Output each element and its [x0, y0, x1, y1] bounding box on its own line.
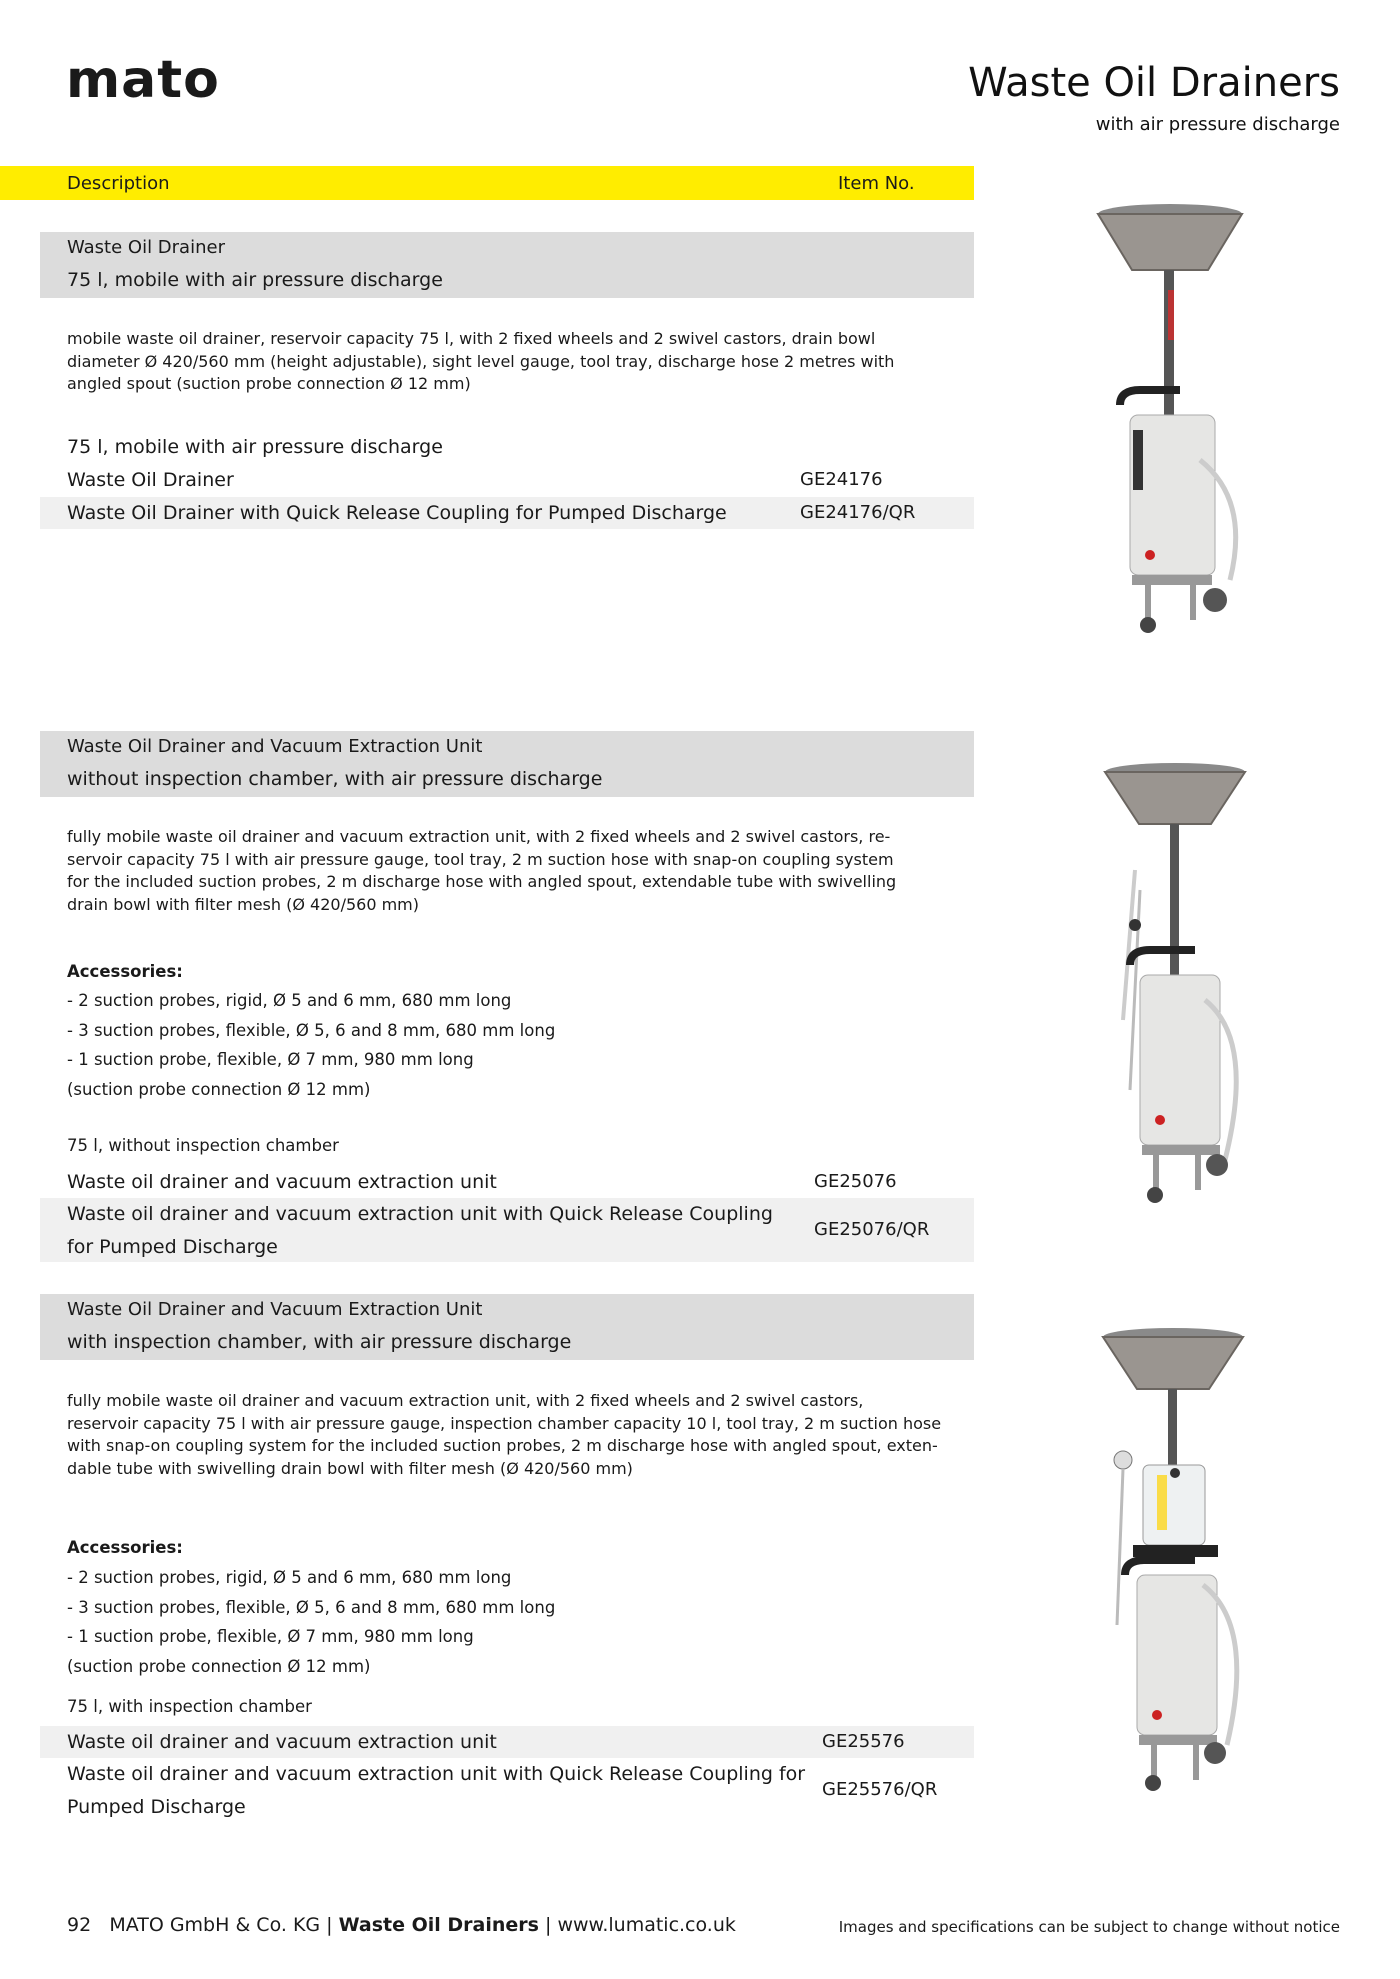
section-3-description: fully mobile waste oil drainer and vacuum extraction unit, with 2 fixed wheels and 2 swivel castors, reservoir capacity 75 l with air pressure gauge, inspection chamber capacity 10 l, tool tray, 2 m suction hose with snap-on coupling system for the included suction probes, 2 m discharge hose with angled spout, exten- dable tube with swivelling drain bowl with filter mesh (Ø 420/560 mm) — [67, 1391, 942, 1478]
footer-section: Waste Oil Drainers — [338, 1914, 539, 1936]
section-1-title: Waste Oil Drainer — [67, 237, 225, 258]
section-1-description: mobile waste oil drainer, reservoir capacity 75 l, with 2 fixed wheels and 2 swivel castors, drain bowl diameter Ø 420/560 mm (height adjustable), sight level gauge, tool tray, discharge hose 2 metres with angled spout (suction probe connection Ø 12 mm) — [67, 329, 895, 393]
table-row: Waste oil drainer and vacuum extraction unit with Quick Release Coupling for Pumped Discharge GE25076/QR — [40, 1198, 974, 1262]
item-code: GE25076 — [814, 1171, 897, 1192]
section-1-subtitle: 75 l, mobile with air pressure discharge — [67, 269, 443, 291]
section-2-description: fully mobile waste oil drainer and vacuum extraction unit, with 2 fixed wheels and 2 swivel castors, re- servoir capacity 75 l with air pressure gauge, tool tray, 2 m suction hose with snap-on coupling system for the included suction probes, 2 m discharge hose with angled spout, extendable tube with swivelling drain bowl with filter mesh (Ø 420/560 mm) — [67, 827, 897, 914]
section-3-subtitle: with inspection chamber, with air pressure discharge — [67, 1331, 572, 1353]
section-1-variant-label: 75 l, mobile with air pressure discharge — [67, 436, 443, 458]
item-code: GE25576 — [822, 1731, 905, 1752]
item-code: GE25076/QR — [814, 1219, 930, 1240]
section-3-title: Waste Oil Drainer and Vacuum Extraction Unit — [67, 1299, 483, 1320]
section-3-variant-label: 75 l, with inspection chamber — [67, 1697, 312, 1716]
page-subtitle: with air pressure discharge — [1095, 114, 1340, 135]
section-2-header — [40, 731, 974, 797]
table-row: Waste oil drainer and vacuum extraction unit GE25576 — [40, 1726, 974, 1758]
section-2-subtitle: without inspection chamber, with air pressure discharge — [67, 768, 603, 790]
brand-logo: mato — [66, 50, 220, 110]
footer-company: MATO GmbH & Co. KG | — [109, 1914, 333, 1936]
section-2-accessories: - 2 suction probes, rigid, Ø 5 and 6 mm, 680 mm long - 3 suction probes, flexible, Ø 5, 6 and 8 mm, 680 mm long - 1 suction probe, flexible, Ø 7 mm, 980 mm long (suction probe connection Ø 12 mm) — [67, 991, 556, 1099]
table-row: Waste Oil Drainer with Quick Release Coupling for Pumped Discharge GE24176/QR — [40, 497, 974, 529]
footer-notice: Images and specifications can be subject to change without notice — [838, 1918, 1340, 1936]
footer — [67, 1914, 736, 1936]
item-code: GE25576/QR — [822, 1779, 938, 1800]
section-2-variant-label: 75 l, without inspection chamber — [67, 1136, 339, 1155]
table-row: Waste Oil Drainer GE24176 — [67, 469, 883, 491]
section-3-accessories: - 2 suction probes, rigid, Ø 5 and 6 mm, 680 mm long - 3 suction probes, flexible, Ø 5, 6 and 8 mm, 680 mm long - 1 suction probe, flexible, Ø 7 mm, 980 mm long (suction probe connection Ø 12 mm) — [67, 1568, 556, 1676]
section-2-accessories-title: Accessories: — [67, 962, 183, 981]
section-3-accessories-title: Accessories: — [67, 1538, 183, 1557]
footer-website[interactable]: | www.lumatic.co.uk — [545, 1914, 736, 1936]
product-image-ge25576 — [1095, 1325, 1265, 1795]
section-1-header — [40, 232, 974, 298]
table-row: Waste oil drainer and vacuum extraction unit GE25076 — [67, 1171, 897, 1193]
column-item-no: Item No. — [838, 173, 915, 194]
page-number: 92 — [67, 1914, 92, 1936]
section-2-title: Waste Oil Drainer and Vacuum Extraction Unit — [67, 736, 483, 757]
item-code: GE24176/QR — [800, 502, 916, 523]
page-title: Waste Oil Drainers — [968, 60, 1340, 106]
item-code: GE24176 — [800, 469, 883, 490]
product-image-ge25076 — [1095, 760, 1265, 1210]
table-row: Waste oil drainer and vacuum extraction unit with Quick Release Coupling for Pumped Discharge GE25576/QR — [67, 1763, 938, 1818]
column-description: Description — [67, 173, 170, 194]
product-image-ge24176 — [1090, 200, 1280, 640]
table-header-bar — [0, 166, 974, 200]
section-3-header — [40, 1294, 974, 1360]
